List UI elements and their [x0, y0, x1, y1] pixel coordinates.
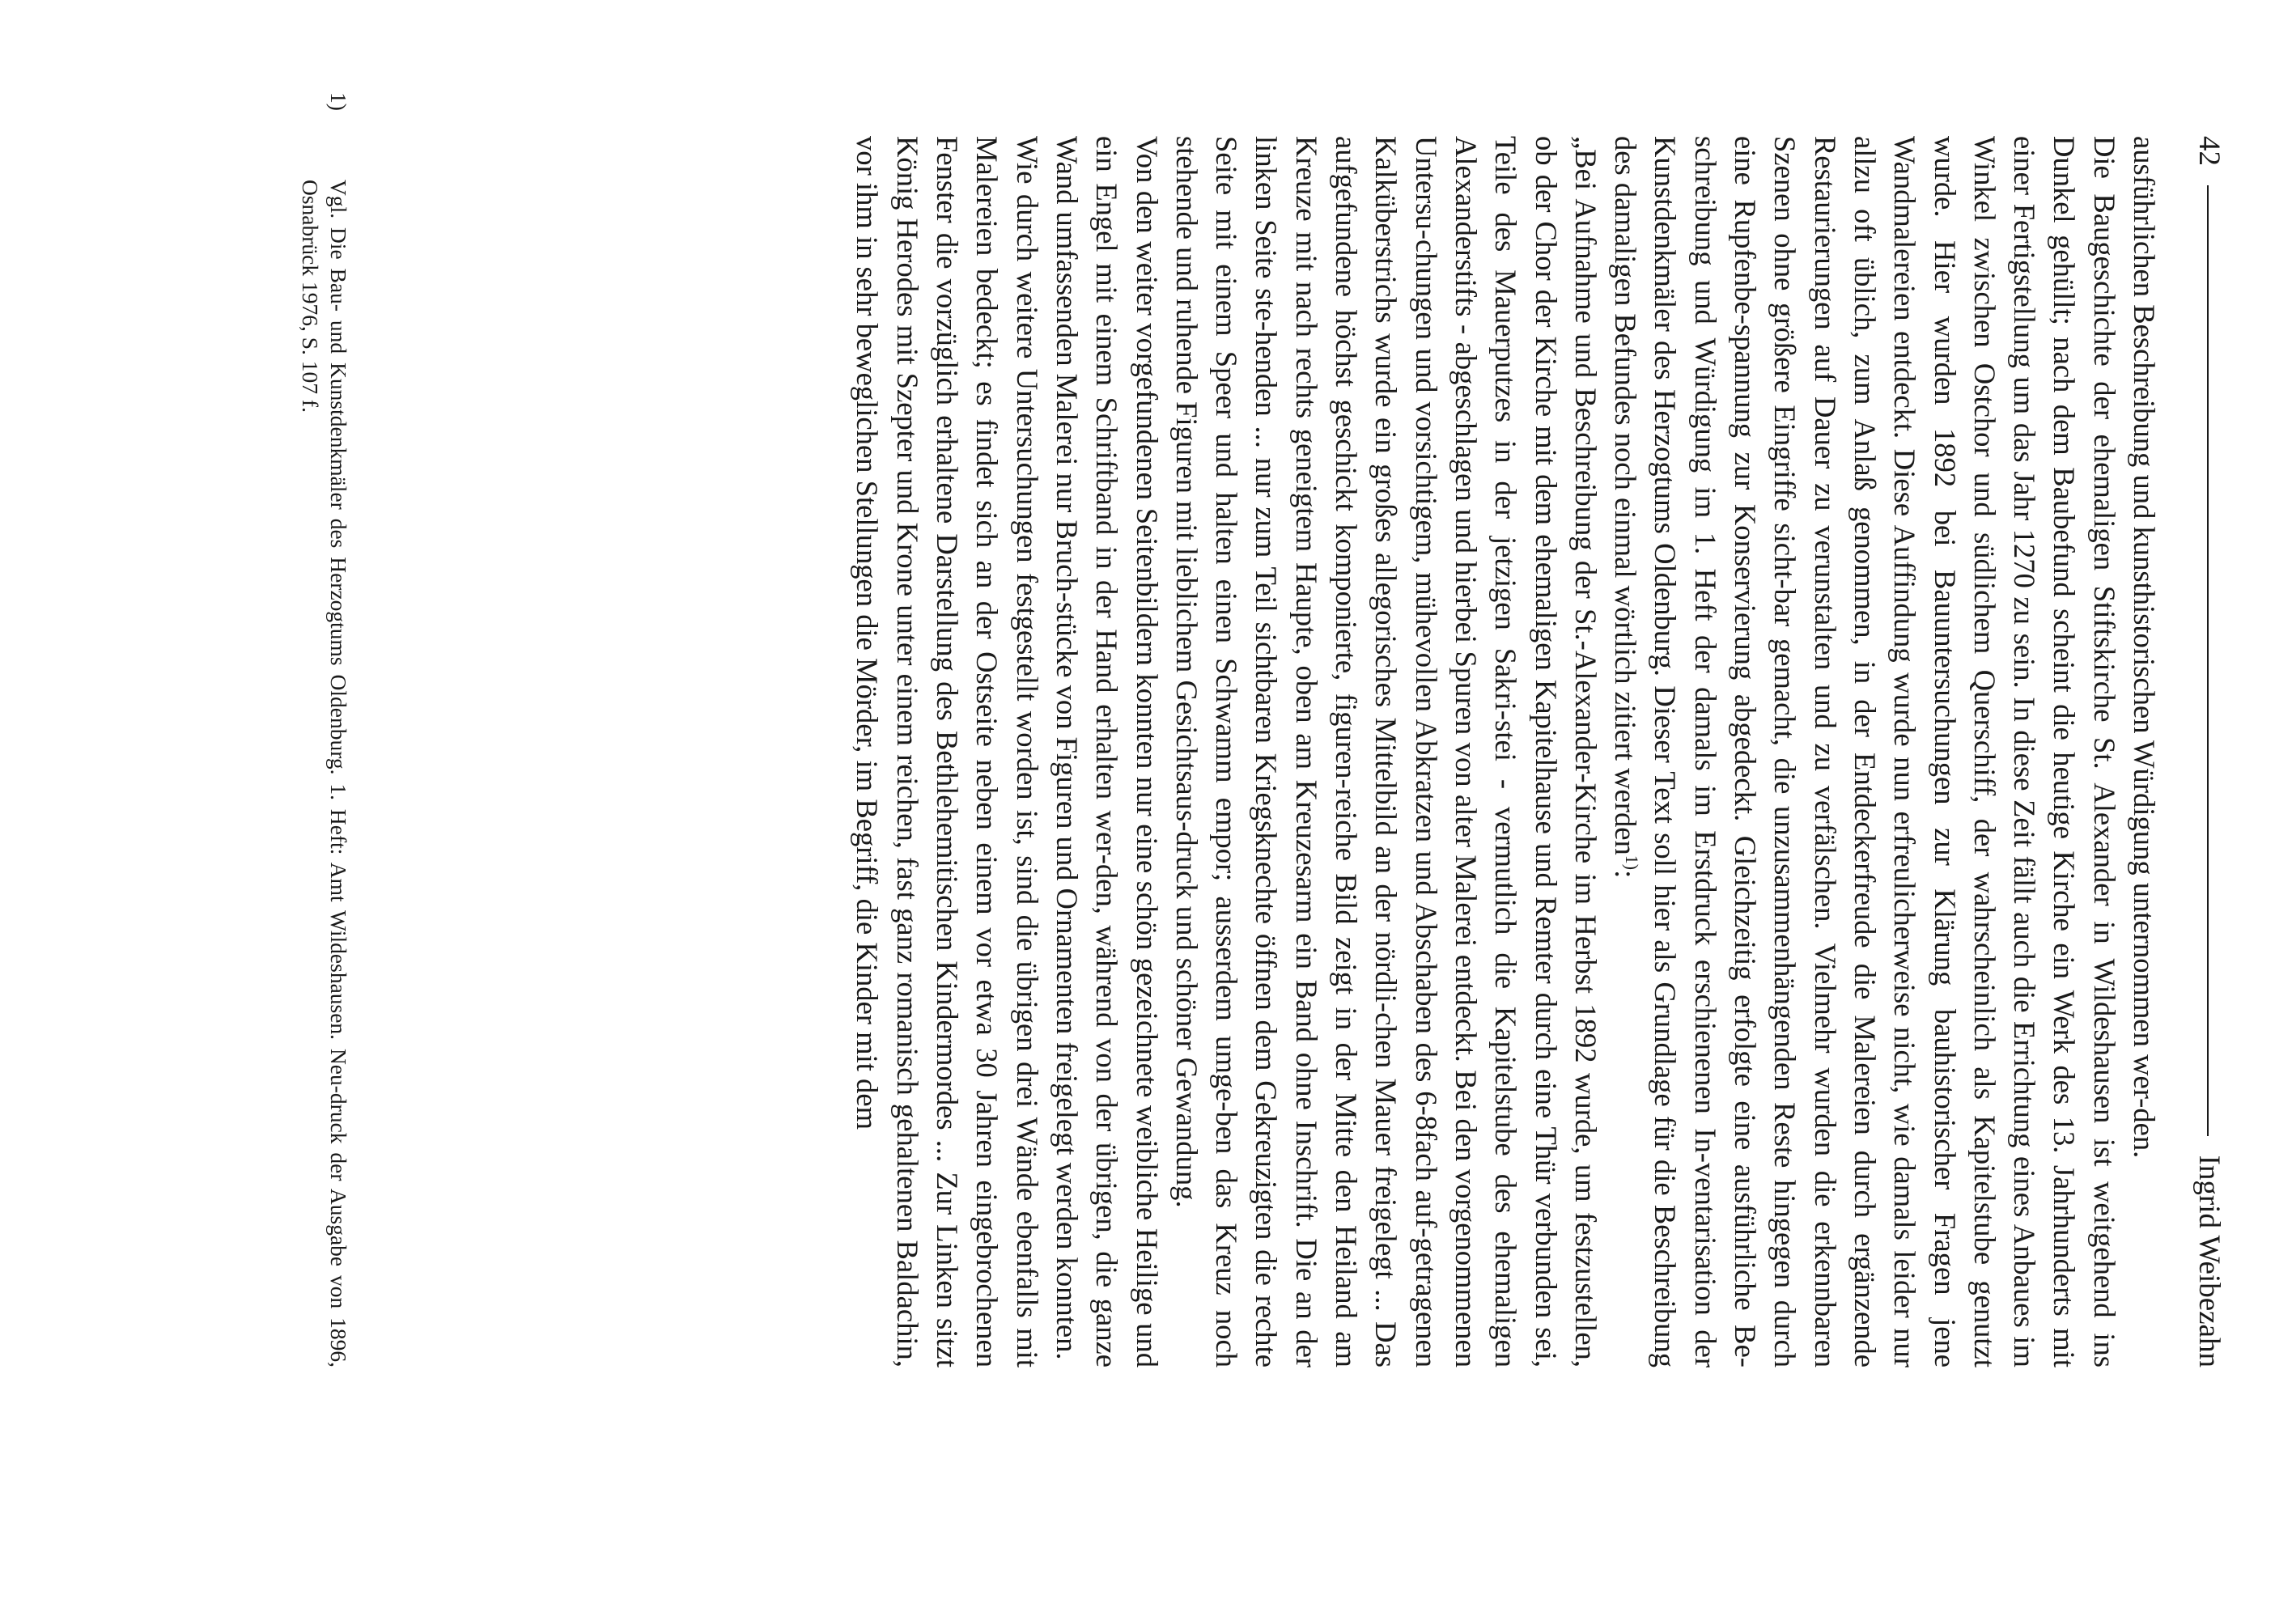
page-number: 42 — [2192, 136, 2226, 166]
running-head — [2185, 136, 2234, 1367]
footnote-text: Vgl. Die Bau- und Kunstdenkmäler des Herzogtums Oldenburg. 1. Heft: Amt Wildeshausen. Neu-druck der Ausgabe von 1896, Osnabrück 1976, S. 107 f. — [298, 180, 351, 1367]
paragraph-2 — [1606, 136, 2124, 1367]
paragraph-3 — [1167, 136, 1606, 1367]
footnote-reference[interactable]: 1) — [1622, 854, 1643, 871]
paragraph-text: Die Baugeschichte der ehemaligen Stiftskirche St. Alexander in Wildeshausen ist weitgehend ins Dunkel gehüllt; nach dem Baubefund scheint die heutige Kirche ein Werk des 13. Jahrhunderts mit einer Fertigstellung um das Jahr 1270 zu sein. In diese Zeit fällt auch die Errichtung eines Anbaues im Winkel zwischen Ostchor und südlichem Querschiff, der wahrscheinlich als Kapitelstube genutzt wurde. Hier wurden 1892 bei Bauuntersuchungen zur Klärung bauhistorischer Fragen jene Wandmalereien entdeckt. Diese Auffindung wurde nun erfreulicherweise nicht, wie damals leider nur allzu oft üblich, zum Anlaß genommen, in der Entdeckerfreude die Malereien durch ergänzende Restaurierungen auf Dauer zu verunstalten und zu verfälschen. Vielmehr wurden die erkennbaren Szenen ohne größere Eingriffe sicht-bar gemacht, die unzusammenhängenden Reste hingegen durch eine Rupfenbe-spannung zur Konservierung abgedeckt. Gleichzeitig erfolgte eine ausführliche Be-schreibung und Würdigung im 1. Heft der damals im Erstdruck erschienenen In-ventarisation der Kunstdenkmäler des Herzogtums Oldenburg. Dieser Text soll hier als Grundlage für die Beschreibung des damaligen Befundes noch einmal wörtlich zitiert werden — [1609, 136, 2121, 1367]
footnote-mark: 1) — [326, 92, 351, 111]
paragraph-5 — [847, 136, 1046, 1367]
paragraph-text: ausführlichen Beschreibung und kunsthistorischen Würdigung unternommen wer-den. — [2128, 136, 2161, 1159]
paragraph-1 — [2124, 136, 2164, 1367]
footnote — [296, 92, 353, 1367]
running-head-author: Ingrid Weibezahn — [2192, 1155, 2226, 1367]
header-rule — [2207, 185, 2209, 1136]
paragraph-text: Von den weiter vorgefundenen Seitenbildern konnten nur eine schön gezeichnete weibliche Heilige und ein Engel mit einem Schriftband in der Hand erhalten wer-den, während von der übrigen, die ganze Wand umfassenden Malerei nur Bruch-stücke von Figuren und Ornamenten freigelegt werden konnten. — [1050, 136, 1164, 1367]
body-text — [847, 136, 2164, 1367]
paragraph-4 — [1047, 136, 1167, 1367]
paragraph-text: Wie durch weitere Untersuchungen festgestellt worden ist, sind die übrigen drei Wände ebenfalls mit Malereien bedeckt; es findet sich an der Ostseite neben einem vor etwa 30 Jahren eingebrochenen Fenster die vorzüglich erhaltene Darstellung des Bethlehemitischen Kindermordes ... Zur Linken sitzt König Herodes mit Szepter und Krone unter einem reichen, fast ganz romanisch gehaltenen Baldachin, vor ihm in sehr beweglichen Stellungen die Mörder, im Begriff, die Kinder mit dem — [851, 136, 1044, 1367]
paragraph-text: „Bei Aufnahme und Beschreibung der St.-Alexander-Kirche im Herbst 1892 wurde, um festzustellen, ob der Chor der Kirche mit dem ehemaligen Kapitelhause und Remter durch eine Thür verbunden sei, Teile des Mauerputzes in der jetzigen Sakri-stei - vermutlich die Kapitelstube des ehemaligen Alexanderstifts - abgeschlagen und hierbei Spuren von alter Malerei entdeckt. Bei den vorgenommenen Untersu-chungen und vorsichtigem, mühevollen Abkratzen und Abschaben des 6-8fach auf-getragenen Kalküberstrichs wurde ein großes allegorisches Mittelbild an der nördli-chen Mauer freigelegt ... Das aufgefundene höchst geschickt komponierte, figuren-reiche Bild zeigt in der Mitte den Heiland am Kreuze mit nach rechts geneigtem Haupte, oben am Kreuzesarm ein Band ohne Inschrift. Die an der linken Seite ste-henden ... nur zum Teil sichtbaren Kriegsknechte öffnen dem Gekreuzigten die rechte Seite mit einem Speer und halten einen Schwamm empor; ausserdem umge-ben das Kreuz noch stehende und ruhende Figuren mit lieblichem Gesichtsaus-druck und schöner Gewandung. — [1169, 136, 1602, 1367]
paragraph-punctuation: : — [1609, 870, 1643, 879]
